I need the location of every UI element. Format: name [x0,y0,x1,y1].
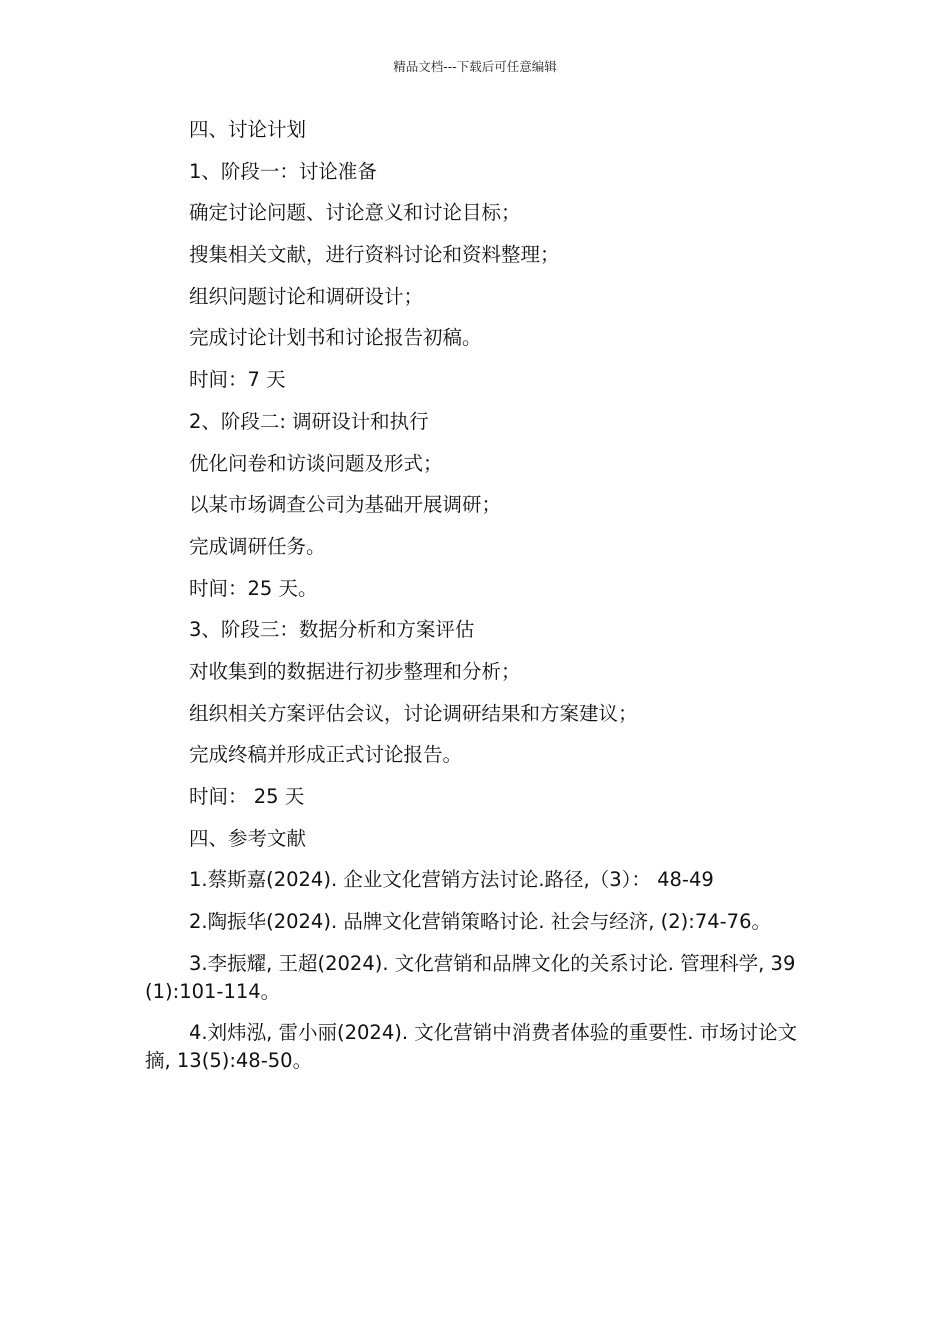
paragraph: 对收集到的数据进行初步整理和分析； [189,659,521,683]
paragraph: 完成终稿并形成正式讨论报告。 [189,743,463,767]
paragraph: 完成讨论计划书和讨论报告初稿。 [189,326,482,350]
reference-item: 2.陶振华(2024). 品牌文化营销策略讨论. 社会与经济, (2):74-76。 [189,910,771,934]
paragraph: 完成调研任务。 [189,534,326,558]
stage-two-time: 时间：25 天。 [189,576,318,600]
paragraph: 组织问题讨论和调研设计； [189,284,424,308]
reference-item: 1.蔡斯嘉(2024). 企业文化营销方法讨论.路径,（3）： 48-49 [189,868,714,892]
stage-three-heading: 3、阶段三：数据分析和方案评估 [189,618,475,642]
paragraph: 组织相关方案评估会议，讨论调研结果和方案建议； [189,701,638,725]
paragraph: 优化问卷和访谈问题及形式； [189,451,443,475]
page-header: 精品文档---下载后可任意编辑 [393,59,557,74]
paragraph: 搜集相关文献，进行资料讨论和资料整理； [189,243,560,267]
stage-one-heading: 1、阶段一：讨论准备 [189,159,377,183]
stage-one-time: 时间：7 天 [189,368,286,392]
paragraph: 确定讨论问题、讨论意义和讨论目标； [189,201,521,225]
section-heading-references: 四、参考文献 [189,826,307,850]
reference-item: 4.刘炜泓, 雷小丽(2024). 文化营销中消费者体验的重要性. 市场讨论文摘, 13(5):48-50。 [145,1021,798,1073]
document-body [145,116,810,1089]
paragraph: 以某市场调查公司为基础开展调研； [189,493,502,517]
stage-two-heading: 2、阶段二: 调研设计和执行 [189,409,429,433]
stage-three-time: 时间： 25 天 [189,785,305,808]
section-heading-plan: 四、讨论计划 [189,118,307,141]
reference-list [145,866,810,1075]
reference-item: 3.李振耀, 王超(2024). 文化营销和品牌文化的关系讨论. 管理科学, 39(1):101-114。 [145,951,796,1003]
